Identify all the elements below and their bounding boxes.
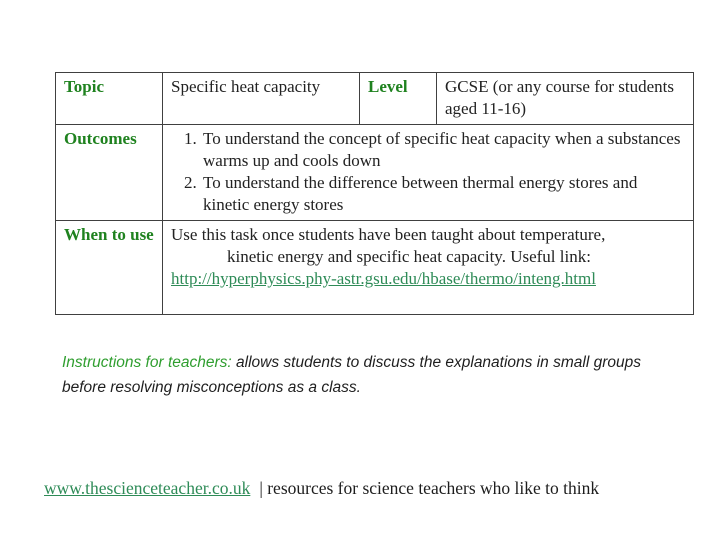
website-link[interactable]: www.thescienceteacher.co.uk (44, 478, 251, 498)
table-row-topic-level (56, 73, 694, 125)
topic-header-cell: Topic (56, 73, 163, 125)
topic-value-cell: Specific heat capacity (163, 73, 360, 125)
table-row-outcomes (56, 125, 694, 221)
when-to-use-header-cell: When to use (56, 221, 163, 315)
lesson-info-table (55, 72, 694, 315)
footer-tagline: | resources for science teachers who like to think (259, 478, 600, 498)
outcomes-value-cell (163, 125, 694, 221)
outcomes-list (171, 128, 685, 216)
outcomes-list-item: 1. To understand the concept of specific heat capacity when a substances warms up and cools down (201, 128, 685, 172)
footer (44, 476, 704, 500)
table-row-when-to-use (56, 221, 694, 315)
instructions-text: allows students to discuss the explanations in small groups before resolving misconceptions as a class. (62, 354, 641, 396)
when-to-use-line2: kinetic energy and specific heat capacity. Useful link: (227, 247, 591, 266)
outcomes-header-cell: Outcomes (56, 125, 163, 221)
level-value-cell: GCSE (or any course for students aged 11-16) (437, 73, 694, 125)
when-to-use-link-line (171, 268, 685, 290)
instructions-label: Instructions for teachers: (62, 354, 232, 371)
outcomes-list-item: 2. To understand the difference between thermal energy stores and kinetic energy stores (201, 172, 685, 216)
when-to-use-line1: Use this task once students have been taught about temperature, (171, 225, 606, 244)
level-header-cell: Level (360, 73, 437, 125)
hyperphysics-link[interactable]: http://hyperphysics.phy-astr.gsu.edu/hbase/thermo/inteng.html (171, 269, 596, 288)
instructions-note (62, 350, 648, 400)
when-to-use-value-cell (163, 221, 694, 315)
